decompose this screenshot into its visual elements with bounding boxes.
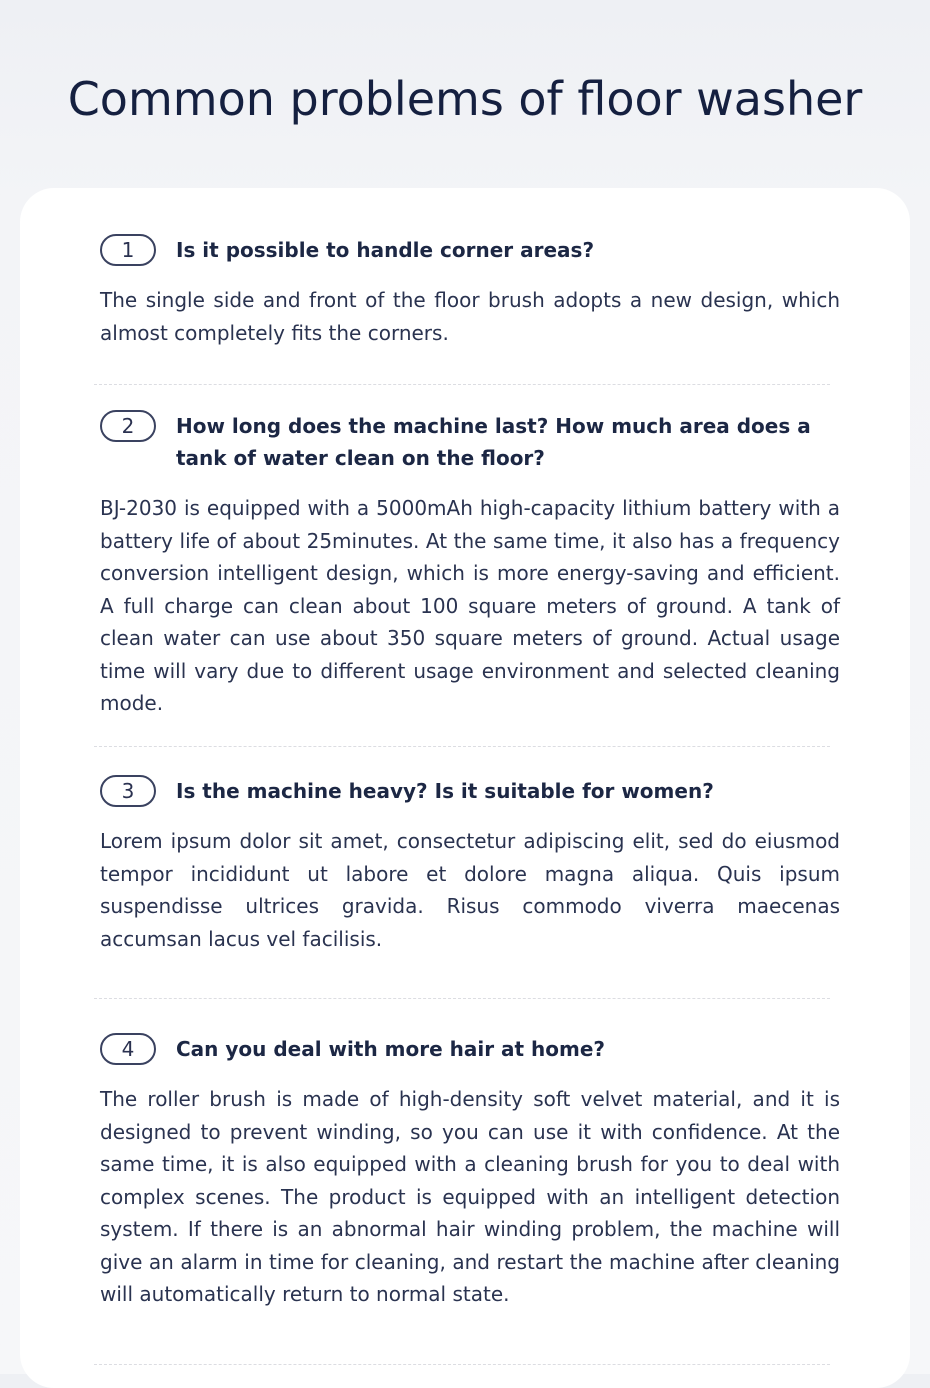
divider bbox=[94, 384, 830, 385]
divider bbox=[94, 998, 830, 999]
faq-item bbox=[100, 1033, 840, 1311]
faq-item bbox=[100, 775, 840, 955]
question: Is it possible to handle corner areas? bbox=[176, 238, 595, 262]
faq-card bbox=[20, 188, 910, 1388]
question: Can you deal with more hair at home? bbox=[176, 1037, 606, 1061]
question: Is the machine heavy? Is it suitable for women? bbox=[176, 779, 714, 803]
question: How long does the machine last? How much area does a tank of water clean on the floor? bbox=[176, 414, 811, 470]
answer: The single side and front of the floor brush adopts a new design, which almost completely fits the corners. bbox=[100, 288, 840, 345]
question-number: 1 bbox=[100, 234, 156, 266]
answer: The roller brush is made of high-density soft velvet material, and it is designed to prevent winding, so you can use it with confidence. At the same time, it is also equipped with a cleaning brush for you to deal with complex scenes. The product is equipped with an intelligent detection system. If there is an abnormal hair winding problem, the machine will give an alarm in time for cleaning, and restart the machine after cleaning will automatically return to normal state. bbox=[100, 1087, 840, 1306]
answer: Lorem ipsum dolor sit amet, consectetur adipiscing elit, sed do eiusmod tempor incididunt ut labore et dolore magna aliqua. Quis ipsum suspendisse ultrices gravida. Risus commodo viverra maecenas accumsan lacus vel facilisis. bbox=[100, 829, 840, 951]
divider bbox=[94, 1364, 830, 1365]
faq-item bbox=[100, 234, 840, 349]
answer: BJ-2030 is equipped with a 5000mAh high-capacity lithium battery with a battery life of about 25minutes. At the same time, it also has a frequency conversion intelligent design, which is more energy-saving and efficient. A full charge can clean about 100 square meters of ground. A tank of clean water can use about 350 square meters of ground. Actual usage time will vary due to different usage environment and selected cleaning mode. bbox=[100, 496, 840, 715]
question-number: 3 bbox=[100, 775, 156, 807]
faq-item bbox=[100, 410, 840, 720]
question-number: 2 bbox=[100, 410, 156, 442]
question-number: 4 bbox=[100, 1033, 156, 1065]
divider bbox=[94, 746, 830, 747]
page-title: Common problems of floor washer bbox=[67, 72, 863, 126]
